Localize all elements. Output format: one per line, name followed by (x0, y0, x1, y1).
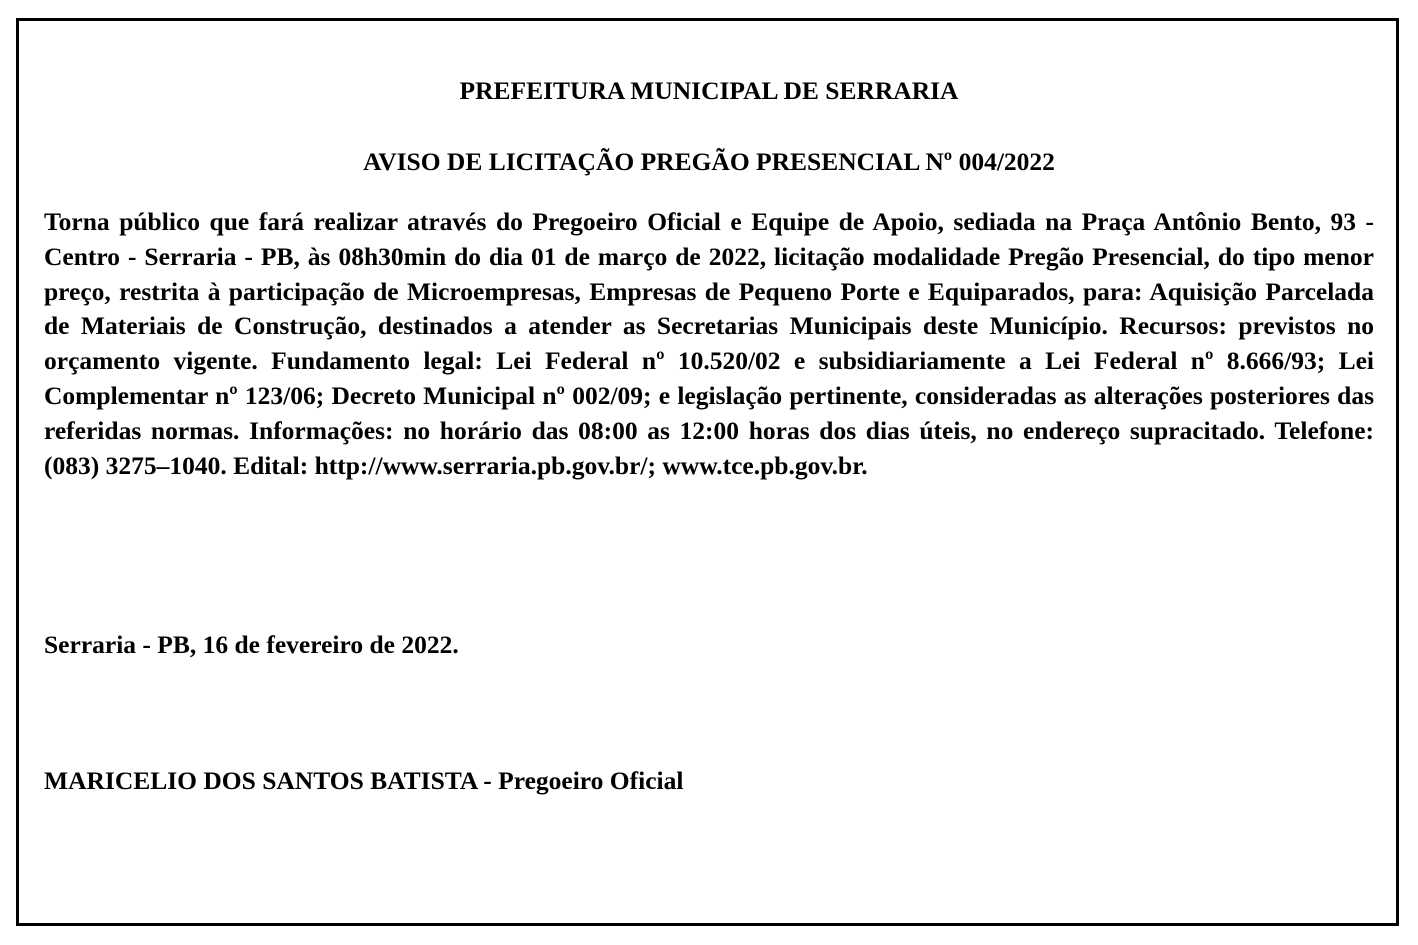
notice-content (44, 72, 1374, 483)
notice-title: AVISO DE LICITAÇÃO PREGÃO PRESENCIAL Nº 004/2022 (363, 147, 1055, 176)
signature-line: MARICELIO DOS SANTOS BATISTA - Pregoeiro Oficial (44, 766, 684, 795)
organization-heading: PREFEITURA MUNICIPAL DE SERRARIA (459, 76, 959, 105)
notice-body: Torna público que fará realizar através do Pregoeiro Oficial e Equipe de Apoio, sediada na Praça Antônio Bento, 93 - Centro - Serraria - PB, às 08h30min do dia 01 de março de 2022, licitação modalidade Pregão Presencial, do tipo menor preço, restrita à participação de Microempresas, Empresas de Pequeno Porte e Equiparados, para: Aquisição Parcelada de Materiais de Construção, destinados a atender as Secretarias Municipais deste Município. Recursos: previstos no orçamento vigente. Fundamento legal: Lei Federal nº 10.520/02 e subsidiariamente a Lei Federal nº 8.666/93; Lei Complementar nº 123/06; Decreto Municipal nº 002/09; e legislação pertinente, consideradas as alterações posteriores das referidas normas. Informações: no horário das 08:00 as 12:00 horas dos dias úteis, no endereço supracitado. Telefone: (083) 3275–1040. Edital: http://www.serraria.pb.gov.br/; www.tce.pb.gov.br. (44, 207, 1374, 480)
date-line: Serraria - PB, 16 de fevereiro de 2022. (44, 630, 459, 659)
